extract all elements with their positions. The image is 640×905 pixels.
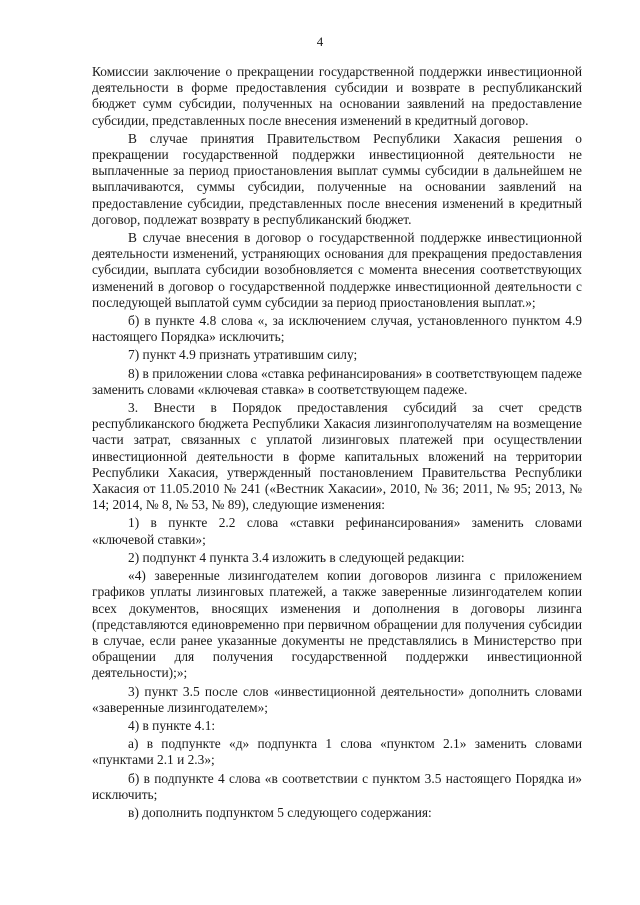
paragraph: 7) пункт 4.9 признать утратившим силу; [128,347,358,363]
paragraph: В случае внесения в договор о государственной поддержке инвестиционной деятельности изменений, устраняющих основания для прекращения предоставления субсидии, выплата субсидии возобновляется с момента внесения соответствующих изменений в договор о государственной поддержке инвестиционной деятельности с последующей выплатой сумм субсидии за период приостановления выплат.»; [92,230,582,310]
paragraph: 3) пункт 3.5 после слов «инвестиционной деятельности» дополнить словами «заверенные лизингодателем»; [92,683,582,715]
paragraph: б) в подпункте 4 слова «в соответствии с пунктом 3.5 настоящего Порядка и» исключить; [92,770,582,802]
paragraph: а) в подпункте «д» подпункта 1 слова «пунктом 2.1» заменить словами «пунктами 2.1 и 2.3»; [92,736,582,768]
paragraph: 1) в пункте 2.2 слова «ставки рефинансирования» заменить словами «ключевой ставки»; [92,515,582,547]
paragraph: 3. Внести в Порядок предоставления субсидий за счет средств республиканского бюджета Республики Хакасия лизингополучателям на возмещение части затрат, связанных с уплатой лизинговых платежей при осуществлении инвестиционной деятельности в форме капитальных вложений на территории Республики Хакасия, утвержденный постановлением Правительства Республики Хакасия от 11.05.2010 № 241 («Вестник Хакасии», 2010, № 36; 2011, № 95; 2013, № 14; 2014, № 8, № 53, № 89), следующие изменения: [92,400,582,513]
paragraph: «4) заверенные лизингодателем копии договоров лизинга с приложением графиков уплаты лизинговых платежей, а также заверенные лизингодателем копии всех документов, вносящих изменения и дополнения в договоры лизинга (представляются единовременно при первичном обращении для получения субсидии в случае, если ранее указанные документы не представлялись в Министерство при обращении для получения государственной поддержки инвестиционной деятельности);»; [92,568,582,681]
paragraph: Комиссии заключение о прекращении государственной поддержки инвестиционной деятельности в форме предоставления субсидии и возврате в республиканский бюджет сумм субсидии, полученных на основании заявлений на предоставление субсидии, представленных после внесения изменений в кредитный договор. [92,64,582,128]
document-body [92,64,582,823]
paragraph: 4) в пункте 4.1: [128,717,216,733]
paragraph: В случае принятия Правительством Республики Хакасия решения о прекращении государственной поддержки инвестиционной деятельности не выплаченные за период приостановления выплат суммы субсидии в дальнейшем не выплачиваются, суммы субсидии, полученные на основании заявлений на предоставление субсидии, представленных после внесения изменений в кредитный договор, подлежат возврату в республиканский бюджет. [92,130,582,227]
paragraph: в) дополнить подпунктом 5 следующего содержания: [128,804,432,820]
paragraph: 8) в приложении слова «ставка рефинансирования» в соответствующем падеже заменить словами «ключевая ставка» в соответствующем падеже. [92,365,582,397]
page-number: 4 [316,34,324,49]
paragraph: б) в пункте 4.8 слова «, за исключением случая, установленного пунктом 4.9 настоящего Порядка» исключить; [92,313,582,345]
paragraph: 2) подпункт 4 пункта 3.4 изложить в следующей редакции: [128,549,465,565]
